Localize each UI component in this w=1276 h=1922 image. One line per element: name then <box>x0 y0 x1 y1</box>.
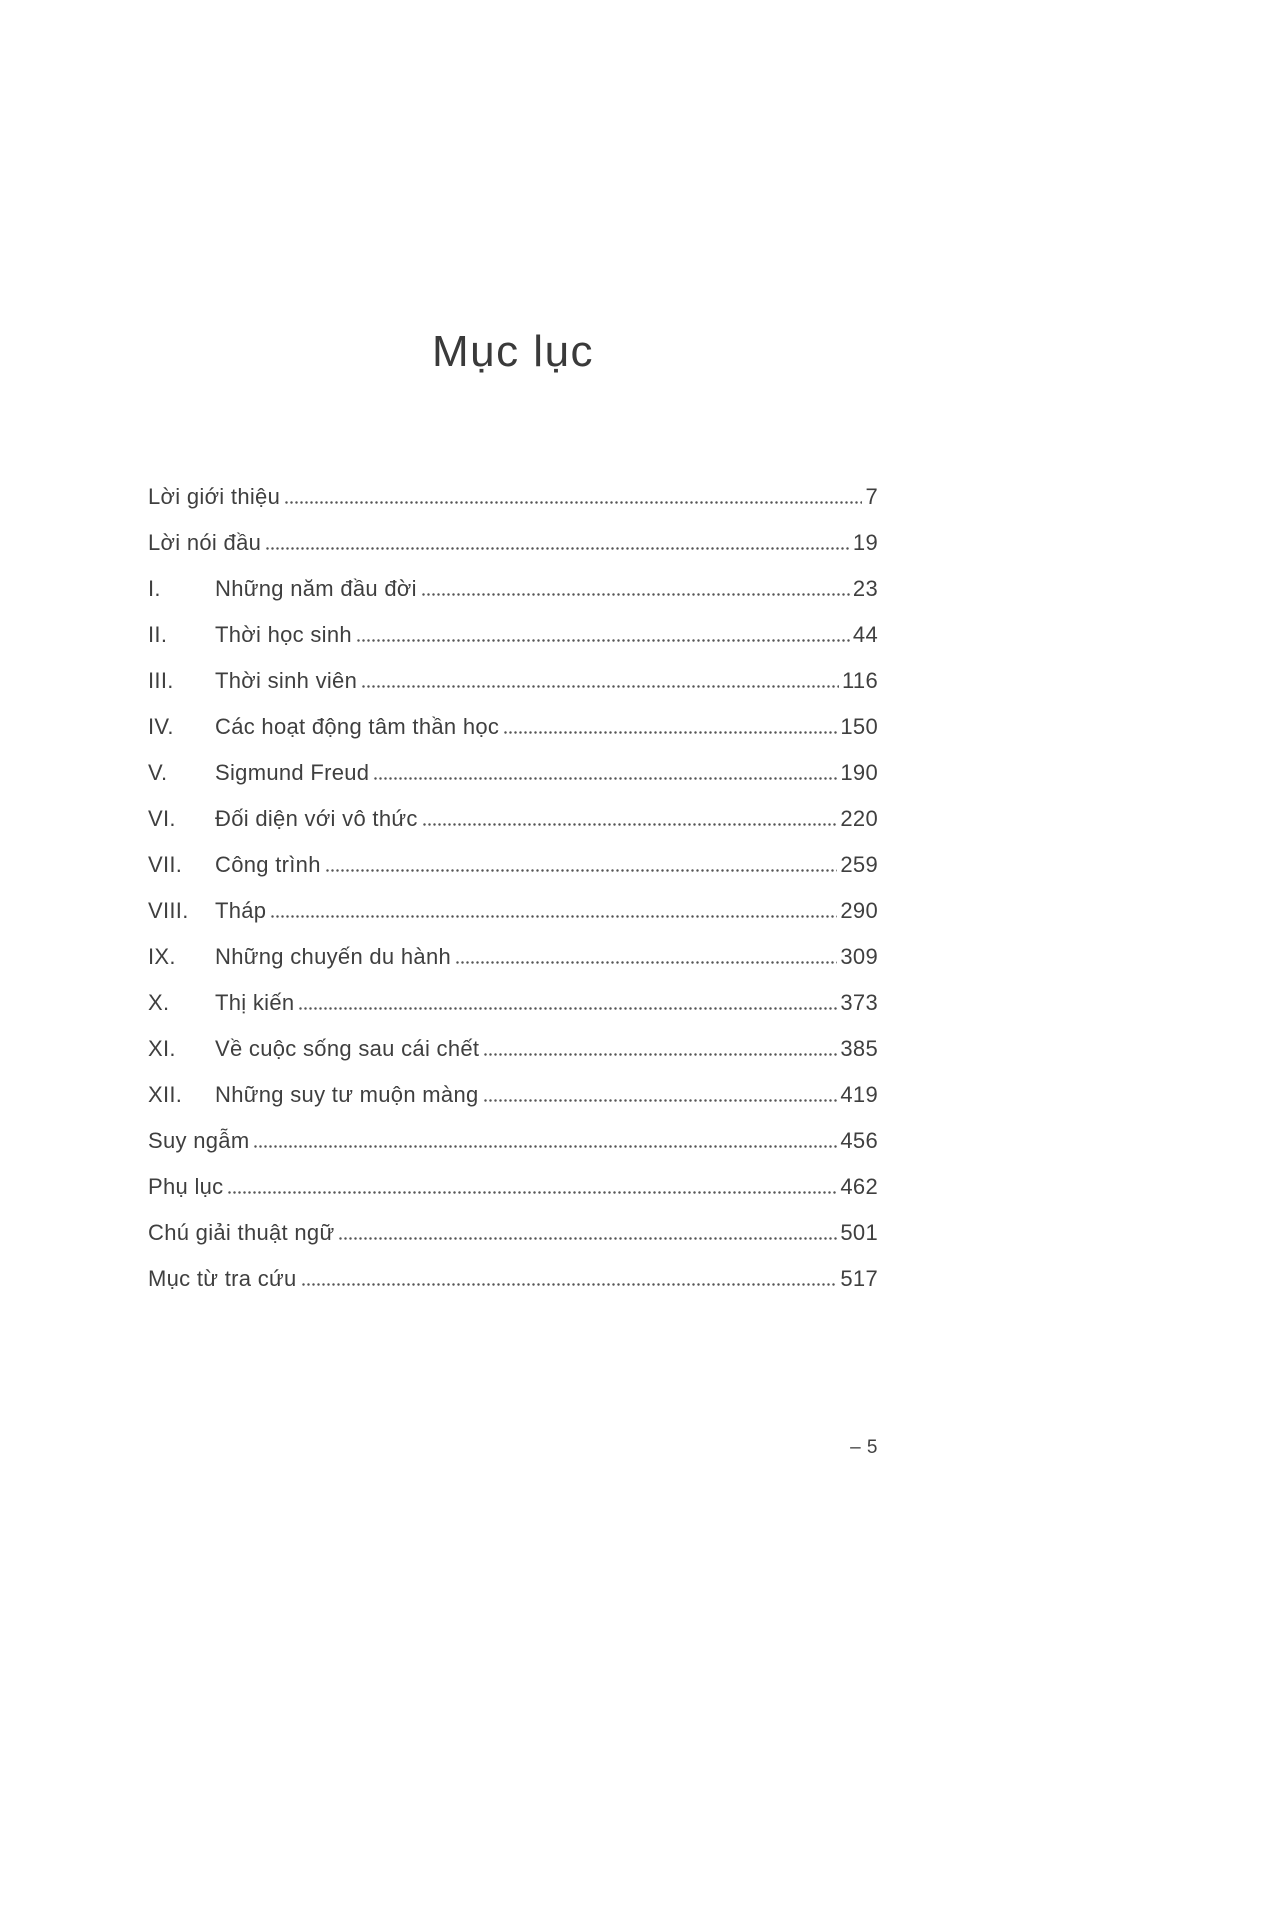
entry-title: Các hoạt động tâm thần học <box>215 714 500 739</box>
chapter-numeral: IX. <box>148 944 176 969</box>
toc-entry <box>148 531 878 555</box>
toc-entry <box>148 485 878 509</box>
entry-page: 290 <box>840 898 878 923</box>
table-of-contents <box>148 485 878 1291</box>
entry-title: Lời giới thiệu <box>148 484 281 509</box>
chapter-numeral: VII. <box>148 852 183 877</box>
dot-leader <box>285 501 862 504</box>
entry-title: Những năm đầu đời <box>215 576 417 601</box>
dot-leader <box>299 1007 837 1010</box>
dot-leader <box>266 547 850 550</box>
chapter-numeral: IV. <box>148 714 174 739</box>
entry-page: 462 <box>840 1174 878 1199</box>
entry-title: Thị kiến <box>215 990 295 1015</box>
chapter-numeral: I. <box>148 576 161 601</box>
dot-leader <box>423 823 838 826</box>
entry-page: 150 <box>840 714 878 739</box>
toc-entry <box>148 669 878 693</box>
dot-leader <box>228 1191 837 1194</box>
dot-leader <box>362 685 839 688</box>
toc-entry <box>148 807 878 831</box>
chapter-numeral: V. <box>148 760 168 785</box>
entry-title: Những chuyến du hành <box>215 944 452 969</box>
dot-leader <box>254 1145 837 1148</box>
entry-title: Về cuộc sống sau cái chết <box>215 1036 480 1061</box>
chapter-numeral: VIII. <box>148 898 189 923</box>
entry-page: 373 <box>840 990 878 1015</box>
chapter-numeral: XII. <box>148 1082 183 1107</box>
chapter-numeral: XI. <box>148 1036 176 1061</box>
entry-page: 220 <box>840 806 878 831</box>
toc-entry <box>148 1175 878 1199</box>
entry-page: 309 <box>840 944 878 969</box>
entry-title: Lời nói đầu <box>148 530 262 555</box>
entry-title: Mục từ tra cứu <box>148 1266 297 1291</box>
chapter-list <box>148 577 878 1107</box>
entry-page: 259 <box>840 852 878 877</box>
toc-entry <box>148 1037 878 1061</box>
entry-page: 501 <box>840 1220 878 1245</box>
entry-title: Suy ngẫm <box>148 1128 250 1153</box>
back-matter <box>148 1129 878 1291</box>
entry-title: Tháp <box>215 898 267 923</box>
toc-entry <box>148 853 878 877</box>
entry-title: Chú giải thuật ngữ <box>148 1220 335 1245</box>
entry-page: 7 <box>865 484 878 509</box>
entry-title: Thời sinh viên <box>215 668 358 693</box>
entry-page: 44 <box>852 622 878 647</box>
toc-entry <box>148 899 878 923</box>
entry-title: Công trình <box>215 852 321 877</box>
dot-leader <box>484 1053 837 1056</box>
entry-title: Đối diện với vô thức <box>215 806 418 831</box>
entry-page: 517 <box>840 1266 878 1291</box>
toc-entry <box>148 577 878 601</box>
dot-leader <box>504 731 837 734</box>
dot-leader <box>456 961 837 964</box>
entry-page: 23 <box>852 576 878 601</box>
dot-leader <box>326 869 838 872</box>
entry-title: Thời học sinh <box>215 622 352 647</box>
entry-title: Sigmund Freud <box>215 760 370 785</box>
page-number: – 5 <box>850 1437 878 1458</box>
entry-page: 456 <box>840 1128 878 1153</box>
entry-title: Những suy tư muộn màng <box>215 1082 479 1107</box>
toc-entry <box>148 1267 878 1291</box>
toc-entry <box>148 623 878 647</box>
toc-entry <box>148 945 878 969</box>
dot-leader <box>357 639 850 642</box>
dot-leader <box>271 915 837 918</box>
chapter-numeral: III. <box>148 668 174 693</box>
page-title: Mục lục <box>431 327 595 376</box>
dot-leader <box>422 593 850 596</box>
entry-page: 419 <box>840 1082 878 1107</box>
entry-page: 385 <box>840 1036 878 1061</box>
toc-entry <box>148 1129 878 1153</box>
dot-leader <box>302 1283 838 1286</box>
entry-title: Phụ lục <box>148 1174 224 1199</box>
front-matter <box>148 485 878 555</box>
toc-entry <box>148 991 878 1015</box>
chapter-numeral: II. <box>148 622 168 647</box>
dot-leader <box>374 777 837 780</box>
entry-page: 116 <box>842 668 878 693</box>
entry-page: 19 <box>852 530 878 555</box>
toc-entry <box>148 1221 878 1245</box>
toc-entry <box>148 761 878 785</box>
dot-leader <box>339 1237 837 1240</box>
entry-page: 190 <box>840 760 878 785</box>
toc-entry <box>148 715 878 739</box>
dot-leader <box>484 1099 838 1102</box>
chapter-numeral: VI. <box>148 806 176 831</box>
chapter-numeral: X. <box>148 990 170 1015</box>
toc-entry <box>148 1083 878 1107</box>
